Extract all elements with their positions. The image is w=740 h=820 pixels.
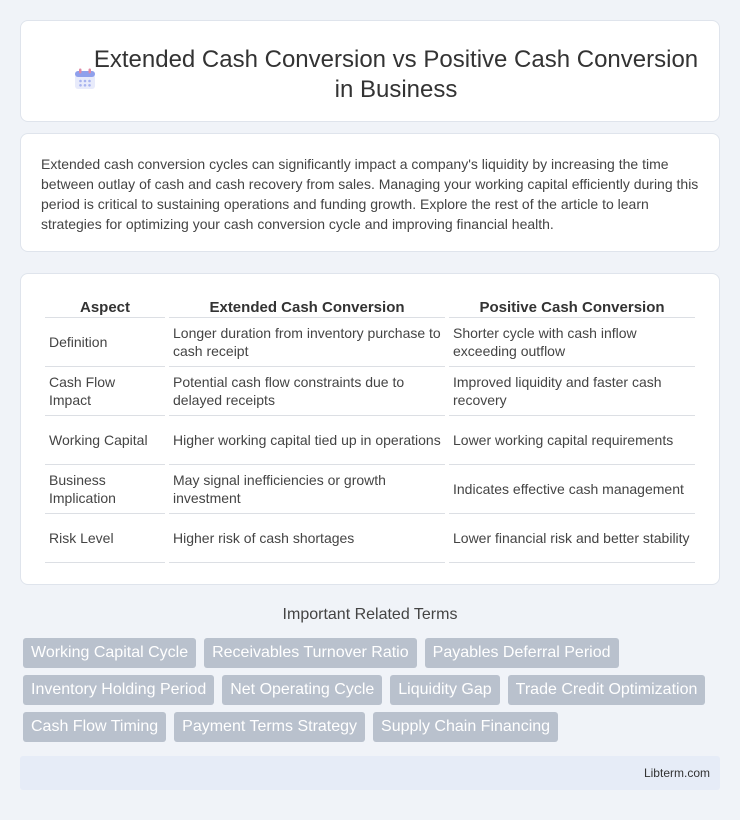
- cell-extended: Higher risk of cash shortages: [169, 514, 445, 563]
- comparison-table: [41, 296, 699, 563]
- comparison-table-card: [20, 273, 720, 585]
- cell-aspect: Definition: [45, 318, 165, 367]
- table-row: [45, 367, 695, 416]
- title-card: [20, 20, 720, 122]
- table-header-row: [45, 296, 695, 318]
- cell-aspect: Working Capital: [45, 416, 165, 465]
- related-term-tag[interactable]: Working Capital Cycle: [23, 638, 196, 668]
- cell-positive: Shorter cycle with cash inflow exceeding outflow: [449, 318, 695, 367]
- cell-extended: May signal inefficiencies or growth investment: [169, 465, 445, 514]
- table-row: [45, 318, 695, 367]
- related-term-tag[interactable]: Supply Chain Financing: [373, 712, 558, 742]
- related-term-tag[interactable]: Net Operating Cycle: [222, 675, 382, 705]
- header-extended: Extended Cash Conversion: [169, 296, 445, 318]
- cell-extended: Potential cash flow constraints due to delayed receipts: [169, 367, 445, 416]
- cell-positive: Lower financial risk and better stability: [449, 514, 695, 563]
- cell-extended: Longer duration from inventory purchase to cash receipt: [169, 318, 445, 367]
- cell-aspect: Business Implication: [45, 465, 165, 514]
- intro-card: [20, 133, 720, 252]
- related-term-tag[interactable]: Liquidity Gap: [390, 675, 499, 705]
- cell-aspect: Cash Flow Impact: [45, 367, 165, 416]
- cell-positive: Improved liquidity and faster cash recovery: [449, 367, 695, 416]
- header-positive: Positive Cash Conversion: [449, 296, 695, 318]
- related-term-tag[interactable]: Trade Credit Optimization: [508, 675, 706, 705]
- related-term-tag[interactable]: Cash Flow Timing: [23, 712, 166, 742]
- related-term-tag[interactable]: Payment Terms Strategy: [174, 712, 365, 742]
- footer-site-link[interactable]: Libterm.com: [643, 766, 710, 780]
- header-aspect: Aspect: [45, 296, 165, 318]
- related-term-tag[interactable]: Inventory Holding Period: [23, 675, 214, 705]
- table-row: [45, 465, 695, 514]
- cell-positive: Lower working capital requirements: [449, 416, 695, 465]
- cell-aspect: Risk Level: [45, 514, 165, 563]
- related-terms-title: Important Related Terms: [282, 606, 458, 623]
- related-terms-list: [20, 638, 720, 742]
- related-term-tag[interactable]: Payables Deferral Period: [425, 638, 619, 668]
- cell-extended: Higher working capital tied up in operations: [169, 416, 445, 465]
- cell-positive: Indicates effective cash management: [449, 465, 695, 514]
- footer: [20, 756, 720, 790]
- page-title: Extended Cash Conversion vs Positive Cash Conversion in Business: [93, 46, 699, 103]
- table-row: [45, 514, 695, 563]
- table-row: [45, 416, 695, 465]
- intro-paragraph: Extended cash conversion cycles can significantly impact a company's liquidity by increasing the time between outlay of cash and cash recovery from sales. Managing your working capital efficiently during this period is critical to sustaining operations and funding growth. Explore the rest of the article to learn strategies for optimizing your cash conversion cycle and improving financial health.: [41, 156, 699, 232]
- related-term-tag[interactable]: Receivables Turnover Ratio: [204, 638, 417, 668]
